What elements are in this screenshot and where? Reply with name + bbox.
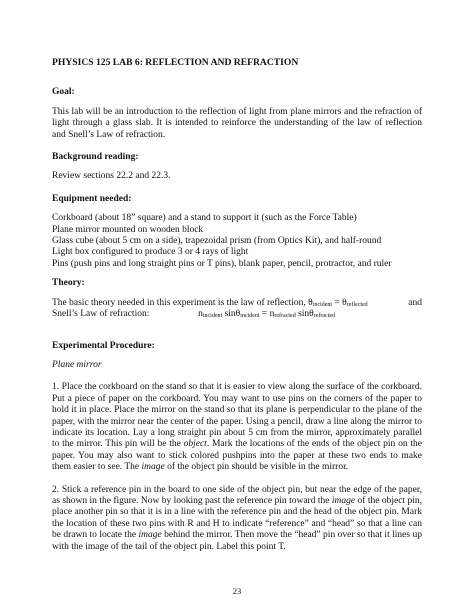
- goal-text: This lab will be an introduction to the reflection of light from plane mirrors and the refraction of light through a glass slab. It is intended to reinforce the understanding of the law of reflection and Snell’s Law of refraction.: [52, 106, 422, 140]
- subscript-incident: incident: [240, 313, 260, 320]
- equipment-item: Glass cube (about 5 cm on a side), trapezoidal prism (from Optics Kit), and half-round: [52, 236, 382, 247]
- subscript-refracted: refracted: [274, 313, 296, 320]
- equipment-item: Pins (push pins and long straight pins or T pins), blank paper, pencil, protractor, and ruler: [52, 258, 392, 269]
- subscript-reflected: reflected: [346, 301, 368, 308]
- text-span: . Mark the locations of the ends of the object pin on the paper. You may also want to stick colored pushpins into the paper at these two ends to make them easier to see. The: [52, 439, 422, 473]
- subscript-refracted: refracted: [313, 313, 336, 320]
- and-word: and: [408, 297, 422, 308]
- emphasis-image: image: [331, 495, 356, 506]
- text-span: of the object pin should be visible in the mirror.: [164, 462, 349, 473]
- procedure-heading: Experimental Procedure:: [52, 340, 155, 351]
- procedure-subheading: Plane mirror: [52, 359, 102, 370]
- equipment-item: Corkboard (about 18” square) and a stand to support it (such as the Force Table): [52, 213, 357, 224]
- emphasis-object: object: [183, 439, 207, 450]
- reflection-law: [52, 298, 368, 309]
- page-title: PHYSICS 125 LAB 6: REFLECTION AND REFRACTION: [52, 57, 299, 68]
- snells-law-label: Snell’s Law of refraction:: [52, 309, 150, 320]
- goal-heading: Goal:: [52, 87, 75, 98]
- emphasis-image: image: [141, 462, 165, 473]
- snells-law-equation: [198, 309, 335, 319]
- equipment-heading: Equipment needed:: [52, 193, 132, 204]
- procedure-step-1: [52, 382, 422, 473]
- page-number: 23: [232, 586, 242, 596]
- background-text: Review sections 22.2 and 22.3.: [52, 171, 171, 182]
- text-span: 2. Stick a reference pin in the board to one side of the object pin, but near the edge of the paper, as shown in the figure. Now by looking past the reference pin toward the: [52, 484, 422, 506]
- emphasis-image: image: [138, 530, 162, 541]
- procedure-step-2: [52, 485, 422, 553]
- equals-n: = n: [259, 309, 275, 320]
- text-span: of the object pin, place another pin so that it is in a line with the reference pin and the head of the object pin. Mark the location of these two pins with R and H to indicate “reference” and “head” so that a line can be drawn to locate the: [52, 495, 422, 541]
- subscript-incident: incident: [202, 313, 223, 320]
- equipment-item: Light box configured to produce 3 or 4 rays of light: [52, 247, 249, 258]
- equals-theta: = θ: [332, 297, 347, 308]
- equipment-list: [52, 213, 422, 270]
- n-symbol: n: [198, 309, 203, 320]
- text-span: 1. Place the corkboard on the stand so that it is easier to view along the surface of the corkboard. Put a piece of paper on the corkboard. You may want to use pins on the corners of the paper to hold it in place. Place the mirror on the stand so that its plane is perpendicular to the plane of the paper, with the mirror near the center of the paper. Using a pencil, draw a line along the mirror to indicate its location. Lay a long straight pin about 5 cm from the mirror, approximately parallel to the mirror. This pin will be the: [52, 382, 422, 450]
- page-content: [52, 57, 422, 564]
- equipment-item: Plane mirror mounted on wooden block: [52, 224, 204, 235]
- theory-line-1: [52, 298, 422, 309]
- background-heading: Background reading:: [52, 152, 139, 163]
- theory-line-2: [52, 309, 422, 320]
- text-span: behind the mirror. Then move the “head” pin over so that it lines up with the image of the tail of the object pin. Label this point T.: [52, 530, 422, 552]
- sin-theta: sinθ: [295, 309, 314, 320]
- theory-text: The basic theory needed in this experiment is the law of reflection, θ: [52, 297, 313, 308]
- theory-heading: Theory:: [52, 278, 85, 289]
- subscript-incident: incident: [312, 301, 333, 308]
- sin-theta: sinθ: [222, 309, 241, 320]
